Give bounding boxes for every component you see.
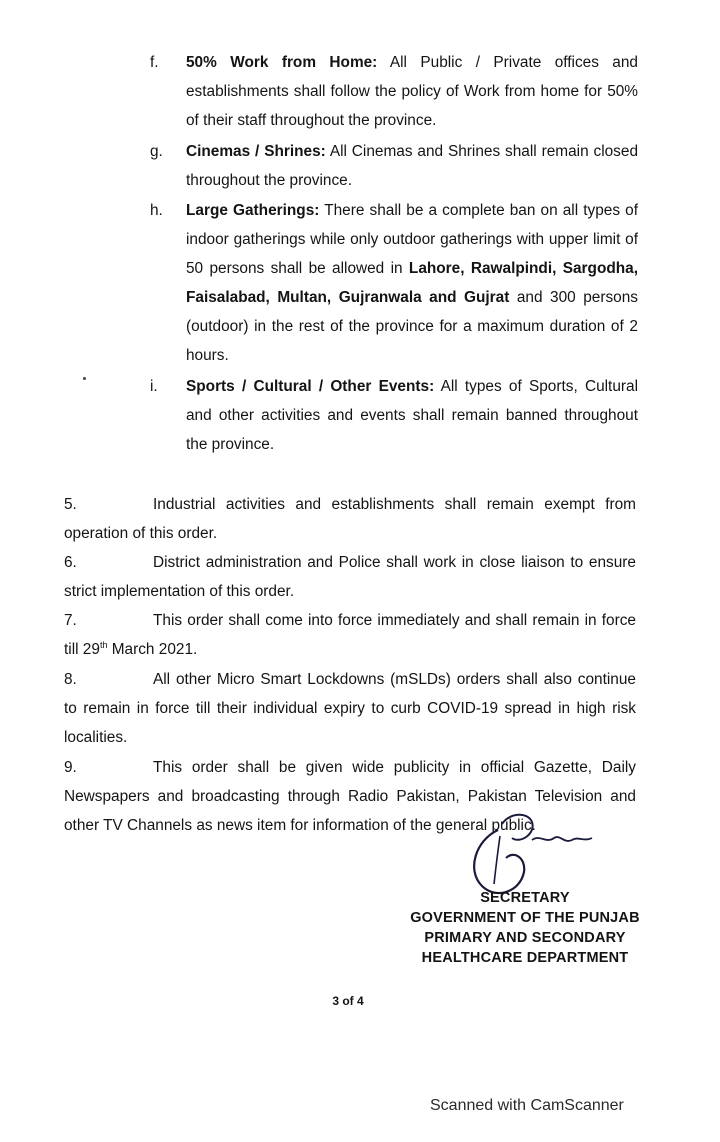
item-text: There shall be a complete ban on all types of indoor gatherings while only outdoor gatherings with upper limit of 50 persons shall be allowed in (186, 202, 638, 277)
scan-speck (83, 377, 86, 380)
item-cities: Lahore, Rawalpindi, Sargodha, Faisalabad, Multan, Gujranwala and Gujrat (186, 260, 638, 306)
para-number: 9. (64, 759, 77, 776)
item-letter: h. (150, 202, 163, 219)
item-letter: f. (150, 54, 159, 71)
item-i (186, 372, 638, 459)
scanner-watermark: Scanned with CamScanner (430, 1097, 624, 1114)
signatory-line: GOVERNMENT OF THE PUNJAB (410, 910, 640, 926)
item-f (186, 48, 638, 135)
item-g (186, 137, 638, 195)
page-number: 3 of 4 (332, 994, 364, 1008)
signatory-line: HEALTHCARE DEPARTMENT (421, 950, 629, 966)
item-letter: i. (150, 378, 158, 395)
item-text: All types of Sports, Cultural and other activities and events shall remain banned throughout the province. (186, 378, 638, 453)
para-number: 6. (64, 554, 77, 571)
item-heading: Sports / Cultural / Other Events: (186, 378, 435, 395)
paragraph-5: Industrial activities and establishments shall remain exempt from operation of this order. (64, 496, 636, 542)
date-suffix: th (99, 639, 108, 650)
item-text: All Cinemas and Shrines shall remain closed throughout the province. (186, 143, 638, 189)
signatory-title: SECRETARY (480, 890, 570, 906)
para-text: March 2021. (107, 641, 198, 658)
para-number: 8. (64, 671, 77, 688)
item-heading: 50% Work from Home: (186, 54, 378, 71)
paragraph-6: District administration and Police shall work in close liaison to ensure strict implementation of this order. (64, 554, 636, 600)
para-text: This order shall come into force immediately and shall remain in force till 29 (64, 612, 636, 658)
item-letter: g. (150, 143, 163, 160)
signature-block (400, 888, 650, 968)
item-text: and 300 persons (outdoor) in the rest of the province for a maximum duration of 2 hours. (186, 289, 638, 364)
para-number: 5. (64, 496, 77, 513)
item-h (186, 196, 638, 370)
paragraph-8: All other Micro Smart Lockdowns (mSLDs) orders shall also continue to remain in force till their individual expiry to curb COVID-19 spread in high risk localities. (64, 671, 636, 746)
para-number: 7. (64, 612, 77, 629)
item-text: All Public / Private offices and establishments shall follow the policy of Work from home for 50% of their staff throughout the province. (186, 54, 638, 129)
item-heading: Large Gatherings: (186, 202, 320, 219)
paragraph-9: This order shall be given wide publicity in official Gazette, Daily Newspapers and broadcasting through Radio Pakistan, Pakistan Television and other TV Channels as news item for information of the general public. (64, 759, 636, 834)
paragraph-7 (64, 606, 636, 664)
signatory-line: PRIMARY AND SECONDARY (424, 930, 626, 946)
item-heading: Cinemas / Shrines: (186, 143, 326, 160)
